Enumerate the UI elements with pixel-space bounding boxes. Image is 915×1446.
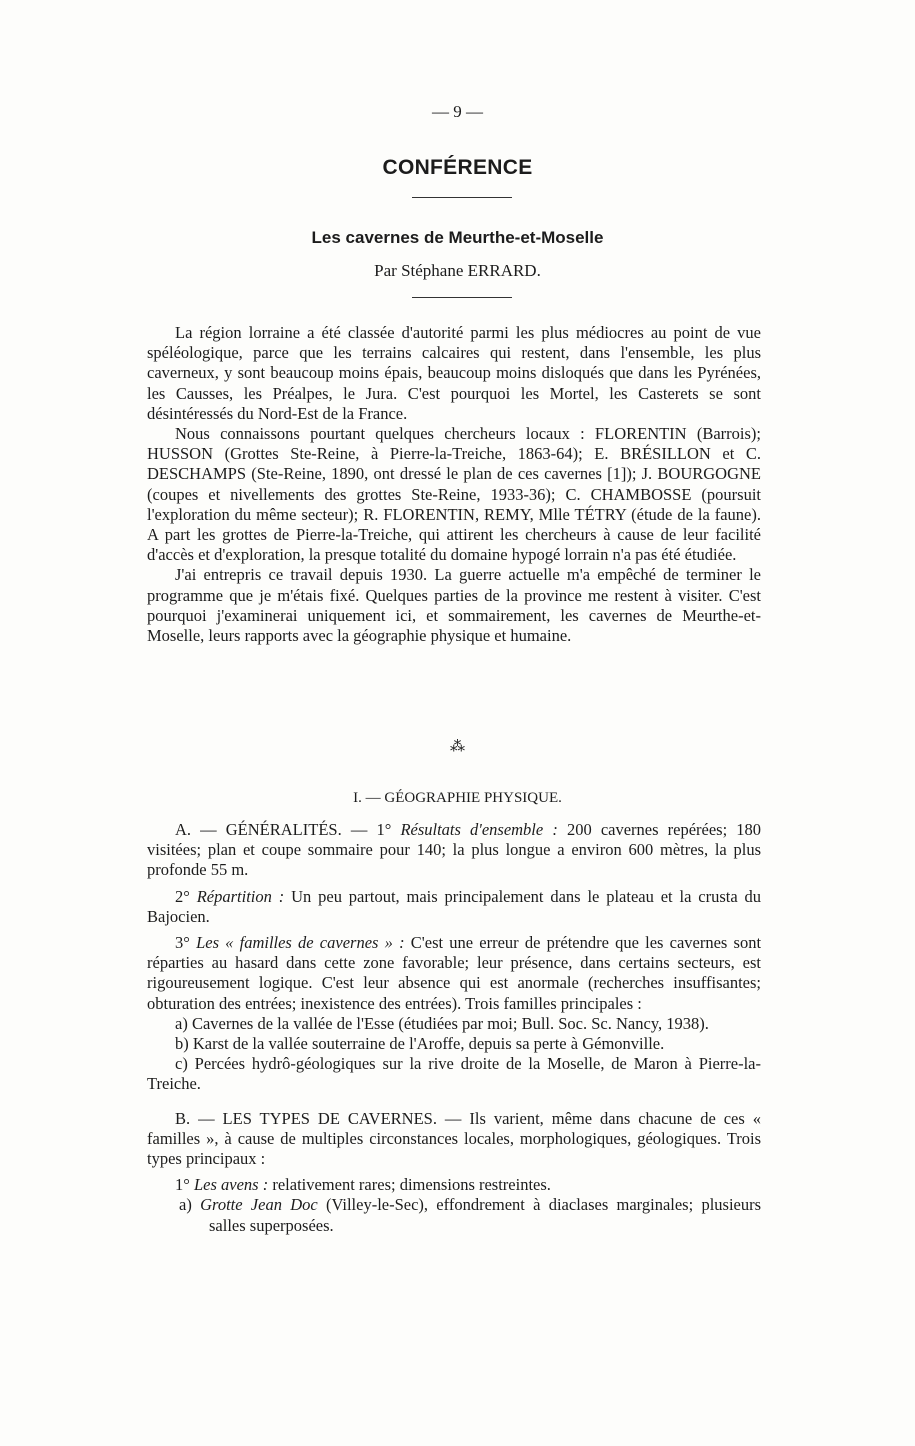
generalites-paragraph: [147, 820, 761, 881]
item1a-title: Grotte Jean Doc: [200, 1195, 318, 1215]
title-divider: [412, 197, 512, 198]
intro-paragraph: J'ai entrepris ce travail depuis 1930. La guerre actuelle m'a empêché de terminer le programme que je m'étais fixé. Quelques parties de la province me restent à visiter. C'est pourquoi j'examinerai uniquement ici, et sommairement, les cavernes de Meurthe-et-Moselle, leurs rapports avec la géographie physique et humaine.: [147, 565, 761, 646]
item1a-text: (Villey-le-Sec), effondrement à diaclases marginales; plusieurs salles superposées.: [209, 1195, 762, 1235]
family-item-b: b) Karst de la vallée souterraine de l'Aroffe, depuis sa perte à Gémonville.: [175, 1034, 665, 1054]
byline-divider: [412, 297, 512, 298]
types-paragraph: [147, 1109, 761, 1170]
intro-section: [147, 323, 761, 646]
section-separator-asterism: ⁂: [450, 739, 465, 755]
familles-paragraph: [147, 933, 761, 1014]
section-a-label: A. — GÉNÉRALITÉS. —: [175, 820, 368, 839]
p1-text: 200 cavernes repérées; 180 visitées; plan et coupe sommaire pour 140; la plus longue a environ 600 mètres, la plus profonde 55 m.: [147, 820, 762, 880]
p1-number: 1°: [376, 820, 392, 839]
section-body: [147, 820, 761, 1236]
p3-title: Les « familles de cavernes » :: [196, 933, 405, 953]
p1-title: Résultats d'ensemble :: [400, 820, 558, 839]
family-item-c: c) Percées hydrô-géologiques sur la rive droite de la Moselle, de Maron à Pierre-la-Treiche.: [147, 1054, 761, 1094]
family-item-a: a) Cavernes de la vallée de l'Esse (étudiées par moi; Bull. Soc. Sc. Nancy, 1938).: [175, 1013, 709, 1033]
page-number: — 9 —: [432, 102, 483, 121]
conference-title: CONFÉRENCE: [382, 156, 533, 179]
p2-text: Un peu partout, mais principalement dans le plateau et la crusta du Bajocien.: [147, 886, 761, 926]
p3-text: C'est une erreur de prétendre que les cavernes sont réparties au hasard dans cette zone favorable; leur présence, dans certains secteurs, est rigoureusement logique. C'est leur absence qui est anormale (recherches insuffisantes; obturation des entrées; inexistence des entrées). Trois familles principales :: [147, 933, 762, 1013]
section-heading: I. — GÉOGRAPHIE PHYSIQUE.: [353, 790, 562, 806]
repartition-paragraph: [147, 887, 761, 927]
p3-number: 3°: [175, 933, 190, 953]
byline: Par Stéphane ERRARD.: [374, 261, 541, 280]
avens-subitem-a: [147, 1195, 761, 1235]
section-b-text: Ils varient, même dans chacune de ces « familles », à cause de multiples circonstances locales, morphologiques, géologiques. Trois types principaux :: [147, 1108, 762, 1169]
item1-text: relativement rares; dimensions restreintes.: [272, 1175, 551, 1195]
intro-paragraph: La région lorraine a été classée d'autorité parmi les plus médiocres au point de vue spéléologique, parce que les terrains calcaires qui restent, dans l'ensemble, les plus caverneux, y sont beaucoup moins épais, beaucoup moins disloqués que dans les Pyrénées, les Causses, les Préalpes, le Jura. C'est pourquoi les Mortel, les Casterets se sont désintéressés du Nord-Est de la France.: [147, 323, 761, 423]
intro-paragraph: Nous connaissons pourtant quelques chercheurs locaux : FLORENTIN (Barrois); HUSSON (Grottes Ste-Reine, à Pierre-la-Treiche, 1863-64); E. BRÉSILLON et C. DESCHAMPS (Ste-Reine, 1890, ont dressé le plan de ces cavernes [1]); J. BOURGOGNE (coupes et nivellements des grottes Ste-Reine, 1933-36); C. CHAMBOSSE (poursuit l'exploration du même secteur); R. FLORENTIN, REMY, Mlle TÉTRY (étude de la faune). A part les grottes de Pierre-la-Treiche, qui attirent les chercheurs à cause de leur facilité d'accès et d'exploration, la presque totalité du domaine hypogé lorrain n'a pas été étudiée.: [147, 424, 761, 565]
article-title: Les cavernes de Meurthe-et-Moselle: [311, 228, 604, 247]
p2-title: Répartition :: [196, 886, 285, 906]
item1-title: Les avens :: [193, 1175, 269, 1195]
item1-number: 1°: [175, 1175, 190, 1195]
p2-number: 2°: [175, 886, 190, 906]
avens-item: [147, 1175, 761, 1195]
section-b-label: B. — LES TYPES DE CAVERNES. —: [175, 1108, 462, 1128]
item1a-label: a): [179, 1195, 192, 1215]
